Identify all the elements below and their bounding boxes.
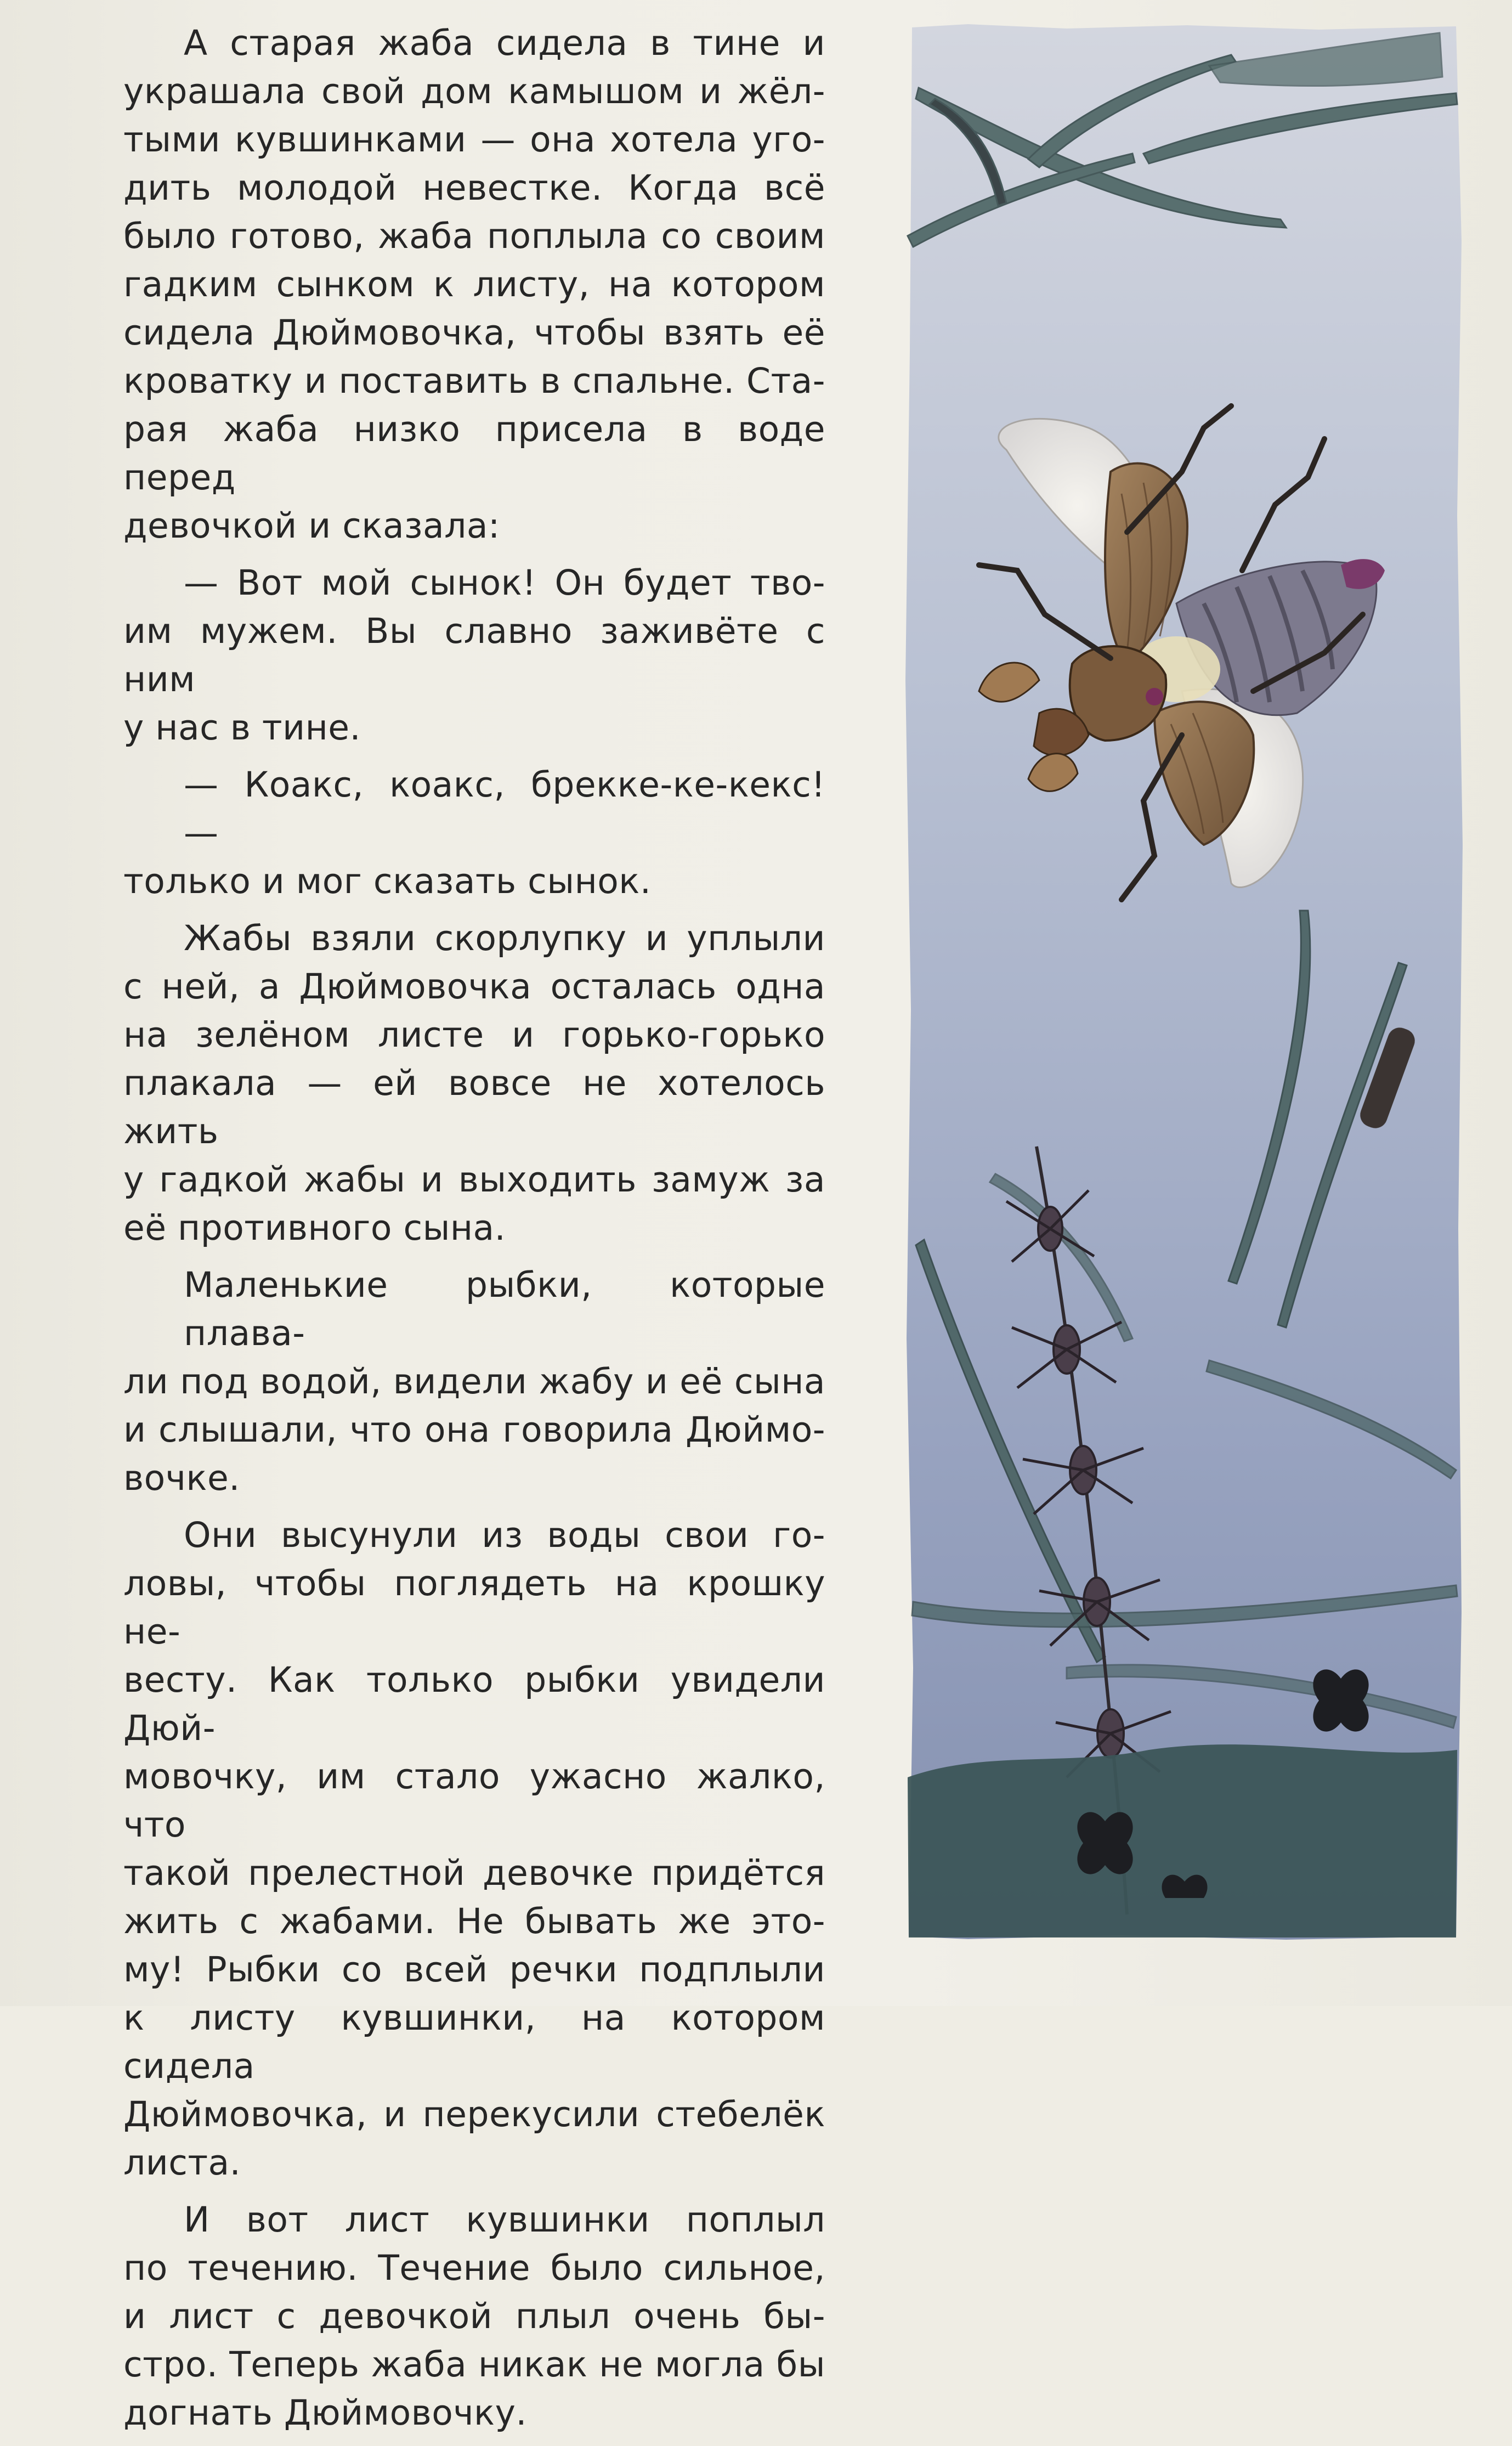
text-line: кроватку и поставить в спальне. Ста- [123, 361, 825, 401]
text-line: — Коакс, коакс, брекке-ке-кекс! — [184, 765, 825, 853]
text-line: жить с жабами. Не бывать же это- [123, 1901, 825, 1941]
paragraph [123, 19, 825, 550]
watercolor-image [902, 22, 1464, 1942]
text-line: по течению. Течение было сильное, [123, 2248, 825, 2288]
text-line: у нас в тине. [123, 708, 361, 748]
text-line: А старая жаба сидела в тине и [184, 23, 825, 63]
text-line: тыми кувшинками — она хотела уго- [123, 120, 825, 160]
text-line: Они высунули из воды свои го- [184, 1515, 825, 1555]
text-line: такой прелестной девочке придётся [123, 1853, 825, 1893]
text-line: весту. Как только рыбки увидели Дюй- [123, 1660, 825, 1748]
text-line: ловы, чтобы поглядеть на крошку не- [123, 1563, 825, 1652]
paragraph [123, 2196, 825, 2437]
text-line: рая жаба низко присела в воде перед [123, 409, 825, 498]
text-line: Маленькие рыбки, которые плава- [184, 1265, 825, 1353]
sky-wash [905, 24, 1463, 1940]
text-line: было готово, жаба поплыла со своим [123, 216, 825, 256]
text-line: листа. [123, 2143, 241, 2183]
paragraph [123, 1261, 825, 1502]
text-line: Дюймовочка, и перекусили стебелёк [123, 2094, 825, 2134]
pond-bottom [908, 1744, 1457, 1937]
story-text [123, 19, 825, 2446]
text-line: дить молодой невестке. Когда всё [123, 168, 825, 208]
text-line: на зелёном листе и горько-горько [123, 1015, 825, 1055]
text-line: гадким сынком к листу, на котором [123, 264, 825, 304]
text-line: И вот лист кувшинки поплыл [184, 2200, 825, 2240]
text-line: му! Рыбки со всей речки подплыли [123, 1950, 825, 1990]
text-line: Жабы взяли скорлупку и уплыли [184, 918, 825, 958]
text-line: — Вот мой сынок! Он будет тво- [184, 563, 825, 603]
text-line: сидела Дюймовочка, чтобы взять её [123, 313, 825, 353]
text-line: мовочку, им стало ужасно жалко, что [123, 1756, 825, 1845]
text-line: и лист с девочкой плыл очень бы- [123, 2296, 825, 2336]
text-line: у гадкой жабы и выходить замуж за [123, 1160, 825, 1200]
text-line: к листу кувшинки, на котором сидела [123, 1998, 825, 2086]
text-line: им мужем. Вы славно заживёте с ним [123, 611, 825, 699]
text-line: и слышали, что она говорила Дюймо- [123, 1410, 825, 1450]
text-line: её противного сына. [123, 1208, 506, 1248]
paragraph [123, 559, 825, 752]
text-line: с ней, а Дюймовочка осталась одна [123, 967, 825, 1007]
paragraph [123, 761, 825, 906]
text-line: догнать Дюймовочку. [123, 2393, 527, 2433]
paragraph [123, 1511, 825, 2187]
paragraph [123, 914, 825, 1252]
text-line: вочке. [123, 1458, 240, 1498]
text-line: только и мог сказать сынок. [123, 861, 652, 901]
beetle-illustration [902, 22, 1464, 1942]
text-line: девочкой и сказала: [123, 506, 500, 546]
text-line: стро. Теперь жаба никак не могла бы [123, 2345, 825, 2385]
text-line: плакала — ей вовсе не хотелось жить [123, 1063, 825, 1151]
text-line: ли под водой, видели жабу и её сына [123, 1362, 825, 1402]
text-line: украшала свой дом камышом и жёл- [123, 71, 825, 111]
